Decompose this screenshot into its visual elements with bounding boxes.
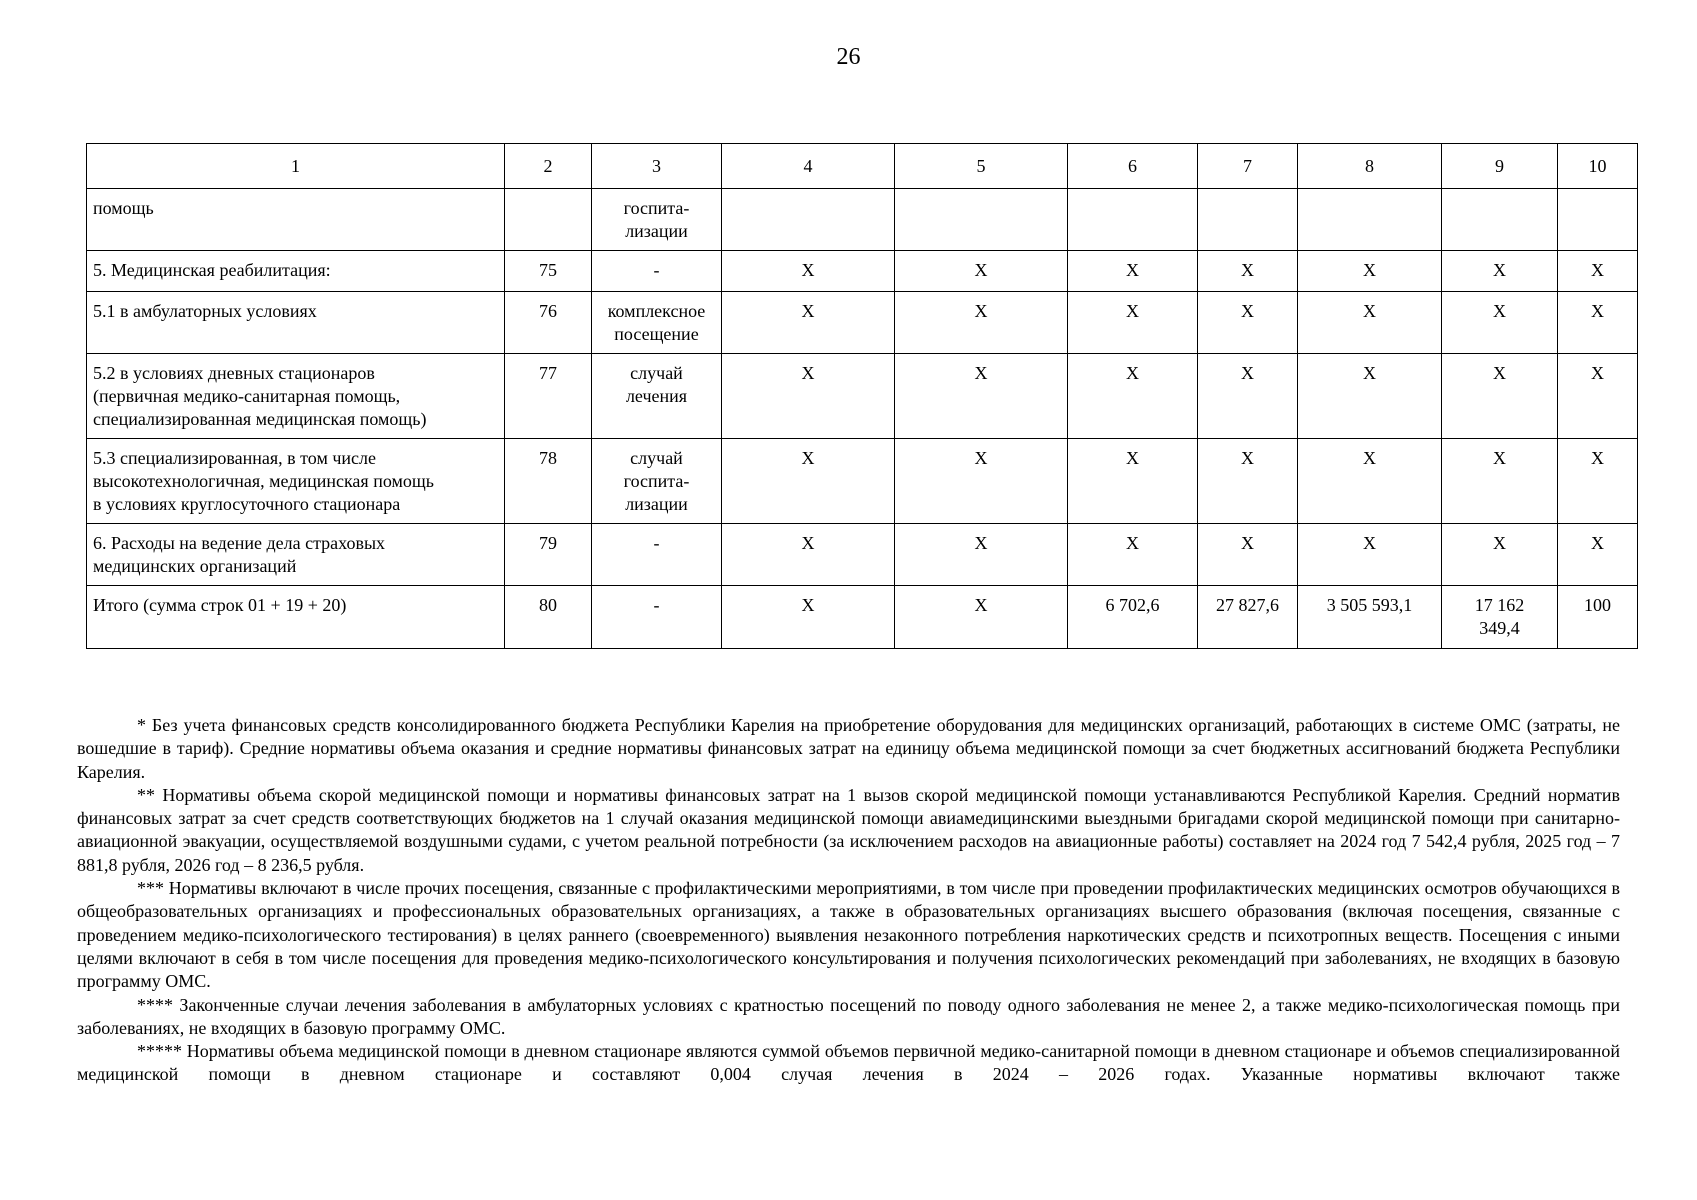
value-cell bbox=[1442, 439, 1558, 524]
line-number-cell bbox=[505, 189, 592, 251]
value-cell bbox=[1068, 439, 1198, 524]
cell-text: - bbox=[653, 260, 660, 280]
unit-cell bbox=[592, 354, 722, 439]
cell-text: - bbox=[653, 533, 660, 553]
table-body bbox=[87, 144, 1638, 649]
cell-text: Х bbox=[974, 448, 988, 468]
cell-text: Х bbox=[974, 595, 988, 615]
value-cell bbox=[722, 524, 895, 586]
cell-text: 77 bbox=[539, 363, 557, 383]
cell-text: Х bbox=[801, 363, 815, 383]
cell-text: Х bbox=[1493, 533, 1506, 553]
line-number-cell bbox=[505, 354, 592, 439]
header-cell: 5 bbox=[895, 144, 1068, 189]
cell-text: Х bbox=[1363, 363, 1376, 383]
value-cell bbox=[1442, 189, 1558, 251]
cell-text: Х bbox=[1363, 448, 1376, 468]
cell-text: Х bbox=[1241, 301, 1254, 321]
unit-cell bbox=[592, 189, 722, 251]
page-number: 26 bbox=[836, 44, 861, 70]
row-label-cell bbox=[87, 524, 505, 586]
cell-text: Х bbox=[1126, 363, 1139, 383]
line-number-cell bbox=[505, 524, 592, 586]
cell-text: Итого (сумма строк 01 + 19 + 20) bbox=[93, 595, 347, 615]
value-cell bbox=[895, 354, 1068, 439]
cell-text: помощь bbox=[93, 198, 154, 218]
cell-text: - bbox=[653, 595, 660, 615]
cell-text: Х bbox=[1241, 533, 1254, 553]
cell-text: Х bbox=[801, 301, 815, 321]
value-cell bbox=[1068, 524, 1198, 586]
value-cell bbox=[1558, 251, 1638, 292]
line-number-cell bbox=[505, 439, 592, 524]
value-cell bbox=[895, 189, 1068, 251]
table-row bbox=[87, 251, 1638, 292]
cell-text: Х bbox=[801, 595, 815, 615]
value-cell bbox=[722, 251, 895, 292]
header-cell: 2 bbox=[505, 144, 592, 189]
cell-text: 5.2 в условиях дневных стационаров (первичная медико-санитарная помощь, специализированная медицинская помощь) bbox=[93, 363, 427, 429]
cell-text: 78 bbox=[539, 448, 557, 468]
header-cell: 10 bbox=[1558, 144, 1638, 189]
cell-text: Х bbox=[974, 533, 988, 553]
value-cell bbox=[722, 439, 895, 524]
cell-text: Х bbox=[801, 533, 815, 553]
value-cell bbox=[1298, 586, 1442, 649]
cell-text: 3 505 593,1 bbox=[1326, 595, 1413, 615]
value-cell bbox=[1558, 292, 1638, 354]
value-cell bbox=[1068, 354, 1198, 439]
value-cell bbox=[1558, 354, 1638, 439]
value-cell bbox=[1558, 586, 1638, 649]
cell-text: 5.3 специализированная, в том числе высокотехнологичная, медицинская помощь в условиях круглосуточного стационара bbox=[93, 448, 434, 514]
header-cell: 1 bbox=[87, 144, 505, 189]
cell-text: 5.1 в амбулаторных условиях bbox=[93, 301, 317, 321]
header-cell: 4 bbox=[722, 144, 895, 189]
value-cell bbox=[1298, 439, 1442, 524]
value-cell bbox=[1198, 354, 1298, 439]
cell-text: Х bbox=[1126, 260, 1139, 280]
value-cell bbox=[1198, 189, 1298, 251]
value-cell bbox=[1298, 524, 1442, 586]
footnote: ** Нормативы объема скорой медицинской помощи и нормативы финансовых затрат на 1 вызов скорой медицинской помощи устанавливаются Республикой Карелия. Средний норматив финансовых затрат за счет средств соответствующих бюджетов на 1 случай оказания медицинской помощи авиамедицинскими выездными бригадами скорой медицинской помощи при санитарно-авиационной эвакуации, осуществляемой воздушными судами, с учетом реальной потребности (за исключением расходов на авиационные работы) составляет на 2024 год 7 542,4 рубля, 2025 год – 7 881,8 рубля, 2026 год – 8 236,5 рубля. bbox=[77, 784, 1620, 875]
footnote: **** Законченные случаи лечения заболевания в амбулаторных условиях с кратностью посещений по поводу одного заболевания не менее 2, а также медико-психологическая помощь при заболеваниях, не входящих в базовую программу ОМС. bbox=[77, 994, 1620, 1038]
cell-text: Х bbox=[974, 301, 988, 321]
header-cell: 6 bbox=[1068, 144, 1198, 189]
value-cell bbox=[1068, 251, 1198, 292]
cell-text: Х bbox=[1363, 301, 1376, 321]
cell-text: случай госпита- лизации bbox=[623, 448, 690, 514]
value-cell bbox=[1198, 524, 1298, 586]
cell-text: 6. Расходы на ведение дела страховых медицинских организаций bbox=[93, 533, 386, 576]
row-label-cell bbox=[87, 251, 505, 292]
cell-text: 80 bbox=[539, 595, 557, 615]
unit-cell bbox=[592, 524, 722, 586]
cell-text: случай лечения bbox=[625, 363, 688, 406]
footnote: *** Нормативы включают в числе прочих посещения, связанные с профилактическими мероприятиями, в том числе при проведении профилактических медицинских осмотров обучающихся в общеобразовательных организациях и профессиональных образовательных организациях, а также в образовательных организациях высшего образования (включая посещения, связанные с проведением медико-психологического тестирования) в целях раннего (своевременного) выявления незаконного потребления наркотических средств и психотропных веществ. Посещения с иными целями включают в себя в том числе посещения для проведения медико-психологического консультирования и получения психологических рекомендаций при заболеваниях, не входящих в базовую программу ОМС. bbox=[77, 878, 1620, 992]
cell-text: 5. Медицинская реабилитация: bbox=[93, 260, 331, 280]
value-cell bbox=[895, 524, 1068, 586]
table-row bbox=[87, 586, 1638, 649]
unit-cell bbox=[592, 292, 722, 354]
line-number-cell bbox=[505, 292, 592, 354]
cell-text: Х bbox=[1591, 363, 1604, 383]
norms-table bbox=[86, 143, 1638, 649]
value-cell bbox=[1298, 189, 1442, 251]
table-row bbox=[87, 439, 1638, 524]
value-cell bbox=[722, 586, 895, 649]
cell-text: Х bbox=[1493, 301, 1506, 321]
value-cell bbox=[895, 251, 1068, 292]
value-cell bbox=[1068, 292, 1198, 354]
cell-text: Х bbox=[1363, 533, 1376, 553]
cell-text: Х bbox=[974, 363, 988, 383]
value-cell bbox=[895, 586, 1068, 649]
row-label-cell bbox=[87, 189, 505, 251]
value-cell bbox=[1198, 292, 1298, 354]
unit-cell bbox=[592, 586, 722, 649]
line-number-cell bbox=[505, 586, 592, 649]
value-cell bbox=[1442, 354, 1558, 439]
cell-text: Х bbox=[1126, 301, 1139, 321]
value-cell bbox=[1442, 251, 1558, 292]
line-number-cell bbox=[505, 251, 592, 292]
value-cell bbox=[1558, 189, 1638, 251]
value-cell bbox=[1198, 439, 1298, 524]
cell-text: Х bbox=[1241, 260, 1254, 280]
cell-text: комплексное посещение bbox=[607, 301, 706, 344]
row-label-cell bbox=[87, 439, 505, 524]
value-cell bbox=[1442, 292, 1558, 354]
value-cell bbox=[1198, 251, 1298, 292]
cell-text: Х bbox=[1493, 448, 1506, 468]
value-cell bbox=[1068, 189, 1198, 251]
cell-text: 6 702,6 bbox=[1105, 595, 1160, 615]
footnotes bbox=[77, 714, 1620, 1087]
cell-text: Х bbox=[1591, 301, 1604, 321]
cell-text: Х bbox=[1493, 363, 1506, 383]
table-row bbox=[87, 354, 1638, 439]
value-cell bbox=[1558, 524, 1638, 586]
cell-text: Х bbox=[1241, 363, 1254, 383]
footnote: ***** Нормативы объема медицинской помощи в дневном стационаре являются суммой объемов первичной медико-санитарной помощи в дневном стационаре и объемов специализированной медицинской помощи в дневном стационаре и составляют 0,004 случая лечения в 2024 – 2026 годах. Указанные нормативы включают также bbox=[77, 1041, 1620, 1085]
table-row bbox=[87, 189, 1638, 251]
value-cell bbox=[1558, 439, 1638, 524]
unit-cell bbox=[592, 439, 722, 524]
value-cell bbox=[895, 439, 1068, 524]
header-row bbox=[87, 144, 1638, 189]
row-label-cell bbox=[87, 292, 505, 354]
cell-text: 79 bbox=[539, 533, 557, 553]
cell-text: 75 bbox=[539, 260, 557, 280]
cell-text: Х bbox=[801, 260, 815, 280]
cell-text: 17 162 349,4 bbox=[1474, 595, 1525, 638]
cell-text: 76 bbox=[539, 301, 557, 321]
table-row bbox=[87, 524, 1638, 586]
value-cell bbox=[1442, 524, 1558, 586]
header-cell: 9 bbox=[1442, 144, 1558, 189]
cell-text: Х bbox=[1126, 533, 1139, 553]
header-cell: 7 bbox=[1198, 144, 1298, 189]
value-cell bbox=[1298, 292, 1442, 354]
cell-text: Х bbox=[1591, 260, 1604, 280]
cell-text: Х bbox=[974, 260, 988, 280]
cell-text: госпита- лизации bbox=[623, 198, 690, 241]
value-cell bbox=[722, 189, 895, 251]
cell-text: Х bbox=[1591, 448, 1604, 468]
cell-text: 100 bbox=[1584, 595, 1611, 615]
cell-text: Х bbox=[801, 448, 815, 468]
cell-text: Х bbox=[1493, 260, 1506, 280]
value-cell bbox=[1298, 354, 1442, 439]
row-label-cell bbox=[87, 354, 505, 439]
unit-cell bbox=[592, 251, 722, 292]
header-cell: 3 bbox=[592, 144, 722, 189]
header-cell: 8 bbox=[1298, 144, 1442, 189]
value-cell bbox=[1198, 586, 1298, 649]
value-cell bbox=[895, 292, 1068, 354]
value-cell bbox=[1068, 586, 1198, 649]
cell-text: Х bbox=[1126, 448, 1139, 468]
value-cell bbox=[722, 292, 895, 354]
value-cell bbox=[722, 354, 895, 439]
value-cell bbox=[1442, 586, 1558, 649]
cell-text: Х bbox=[1591, 533, 1604, 553]
footnote: * Без учета финансовых средств консолидированного бюджета Республики Карелия на приобретение оборудования для медицинских организаций, работающих в системе ОМС (затраты, не вошедшие в тариф). Средние нормативы объема оказания и средние нормативы финансовых затрат на единицу объема медицинской помощи за счет бюджетных ассигнований бюджета Республики Карелия. bbox=[77, 715, 1620, 782]
cell-text: Х bbox=[1241, 448, 1254, 468]
cell-text: 27 827,6 bbox=[1216, 595, 1279, 615]
cell-text: Х bbox=[1363, 260, 1376, 280]
value-cell bbox=[1298, 251, 1442, 292]
table-row bbox=[87, 292, 1638, 354]
row-label-cell bbox=[87, 586, 505, 649]
